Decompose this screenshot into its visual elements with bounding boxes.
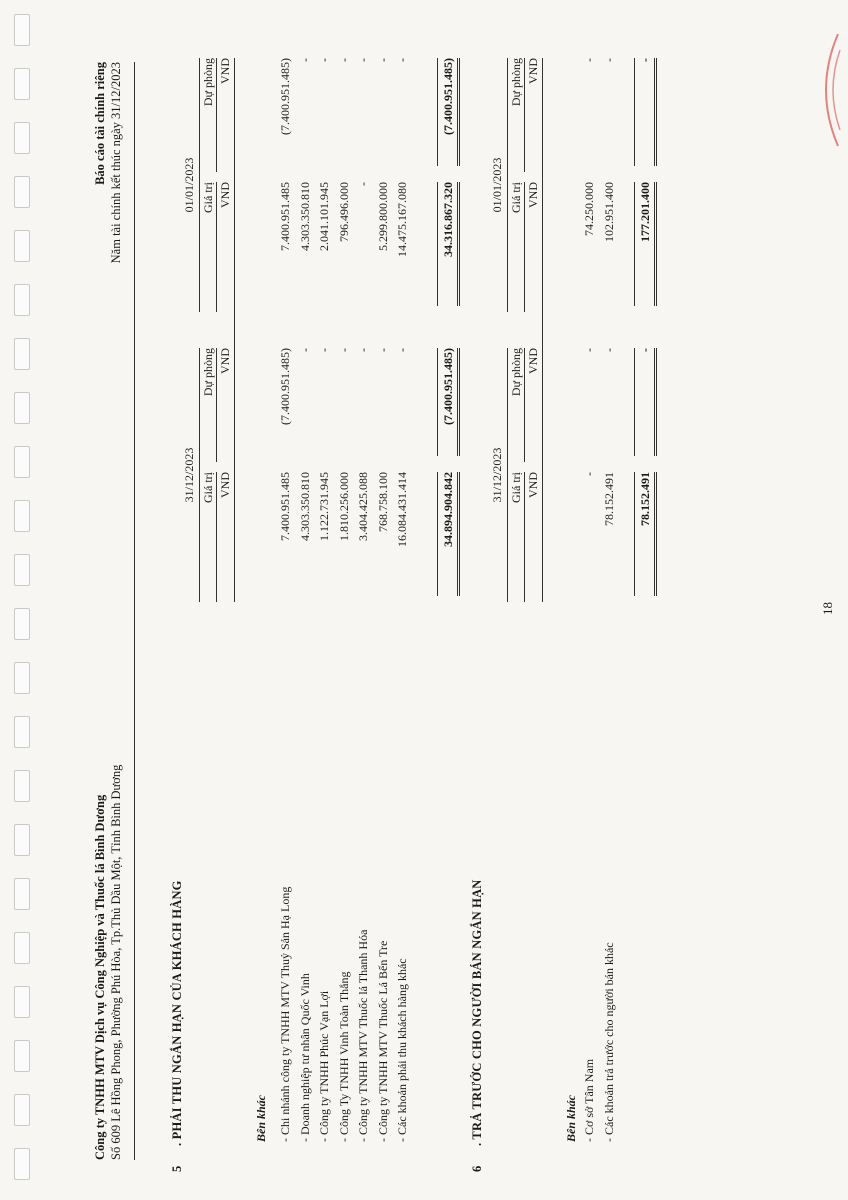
table-cell-cur-prov: - xyxy=(582,348,596,352)
company-name: Công ty TNHH MTV Dịch vụ Công Nghiệp và Thuốc lá Bình Dương xyxy=(93,794,107,1160)
total-top-rule xyxy=(437,58,438,166)
total-double-rule xyxy=(654,472,657,596)
table-cell-prior-prov: - xyxy=(375,58,390,62)
table-cell-prior-prov: - xyxy=(336,58,351,62)
table-cell-prior-prov: - xyxy=(601,58,616,62)
section-6-title xyxy=(470,879,485,1172)
total-double-rule xyxy=(654,348,657,456)
report-period: Năm tài chính kết thúc ngày 31/12/2023 xyxy=(109,62,123,264)
total-top-rule xyxy=(634,182,635,306)
s6-sub-rule-2 xyxy=(524,348,525,462)
table-cell-prior-prov: (7.400.951.485) xyxy=(278,58,292,135)
table-cell-cur-value: 4.303.350.810 xyxy=(297,472,312,541)
total-cell-cur-value: 34.894.904.842 xyxy=(441,472,455,547)
table-cell-prior-value: 4.303.350.810 xyxy=(297,182,312,251)
total-cell-prior-value: 34.316.867.320 xyxy=(441,182,455,257)
company-block xyxy=(92,765,124,1160)
s5-unit-1: VND xyxy=(218,472,232,498)
section-6-heading: . TRẢ TRƯỚC CHO NGƯỜI BÁN NGẮN HẠN xyxy=(470,879,484,1146)
table-cell-prior-prov: - xyxy=(317,58,331,62)
report-block xyxy=(92,62,124,342)
total-double-rule xyxy=(654,58,657,166)
total-cell-cur-prov: - xyxy=(637,348,652,352)
s6-sub-rule-3 xyxy=(524,182,525,312)
s5-provision-label-current: Dự phòng xyxy=(201,348,215,397)
page-number: 18 xyxy=(820,602,835,615)
s6-date-rule-prior xyxy=(507,58,508,312)
s6-date-prior: 01/01/2023 xyxy=(490,157,504,213)
total-top-rule xyxy=(437,182,438,306)
total-cell-prior-prov: (7.400.951.485) xyxy=(441,58,455,135)
table-cell-cur-prov: - xyxy=(601,348,616,352)
table-cell-cur-value: - xyxy=(582,472,596,476)
s5-value-label-current: Giá trị xyxy=(201,472,215,503)
table-cell-cur-value: 16.084.431.414 xyxy=(395,472,409,547)
s5-unit-3: VND xyxy=(218,182,232,208)
company-address: Số 609 Lê Hồng Phong, Phường Phú Hòa, Tp.Thủ Dầu Một, Tỉnh Bình Dương xyxy=(109,764,123,1160)
table-row-label: - Công Ty TNHH Vinh Toàn Thắng xyxy=(336,971,351,1142)
table-cell-prior-value: 7.400.951.485 xyxy=(278,182,292,251)
table-cell-cur-value: 1.810.256.000 xyxy=(336,472,351,541)
table-cell-cur-value: 7.400.951.485 xyxy=(278,472,292,541)
table-cell-cur-value: 78.152.491 xyxy=(601,472,616,526)
total-top-rule xyxy=(437,472,438,596)
table-cell-cur-value: 768.758.100 xyxy=(375,472,390,532)
s5-date-current: 31/12/2023 xyxy=(182,447,196,503)
section-5-heading: . PHẢI THU NGẮN HẠN CỦA KHÁCH HÀNG xyxy=(170,880,184,1146)
total-double-rule xyxy=(457,182,460,306)
table-row-label: - Chi nhánh công ty TNHH MTV Thuỷ Sản Hạ Long xyxy=(278,886,292,1142)
table-cell-prior-prov: - xyxy=(356,58,370,62)
s5-date-rule-current xyxy=(199,348,200,602)
total-top-rule xyxy=(634,58,635,166)
s6-group-label: Bên khác xyxy=(564,1094,578,1142)
s6-value-label-prior: Giá trị xyxy=(509,182,523,213)
s6-unit-2: VND xyxy=(526,348,540,374)
s6-header-bottom-rule xyxy=(542,58,543,602)
s5-sub-rule-1 xyxy=(216,472,217,602)
s6-unit-1: VND xyxy=(526,472,540,498)
s5-value-label-prior: Giá trị xyxy=(201,182,215,213)
total-cell-prior-prov: - xyxy=(637,58,652,62)
total-cell-cur-prov: (7.400.951.485) xyxy=(441,348,455,425)
s5-sub-rule-2 xyxy=(216,348,217,462)
total-cell-prior-value: 177.201.400 xyxy=(637,182,652,242)
total-top-rule xyxy=(634,348,635,456)
table-cell-cur-prov: - xyxy=(375,348,390,352)
table-row-label: - Cơ sở Tân Nam xyxy=(582,1058,596,1142)
table-cell-prior-prov: - xyxy=(297,58,312,62)
table-row-label: - Công ty TNHH Phúc Vạn Lợi xyxy=(317,990,331,1142)
table-cell-cur-value: 1.122.731.945 xyxy=(317,472,331,541)
s6-date-rule-current xyxy=(507,348,508,602)
total-double-rule xyxy=(457,348,460,456)
table-cell-prior-value: 102.951.400 xyxy=(601,182,616,242)
total-double-rule xyxy=(654,182,657,306)
table-cell-cur-prov: - xyxy=(317,348,331,352)
section-6-number: 6 xyxy=(470,1165,484,1172)
table-cell-prior-value: 796.496.000 xyxy=(336,182,351,242)
s6-sub-rule-4 xyxy=(524,58,525,172)
table-cell-prior-value: 74.250.000 xyxy=(582,182,596,236)
total-cell-cur-value: 78.152.491 xyxy=(637,472,652,526)
s5-group-label: Bên khác xyxy=(254,1094,268,1142)
s5-date-prior: 01/01/2023 xyxy=(182,157,196,213)
table-row-label: - Công ty TNHH MTV Thuốc Lá Bến Tre xyxy=(375,940,390,1142)
s6-date-current: 31/12/2023 xyxy=(490,447,504,503)
s5-unit-4: VND xyxy=(218,58,232,84)
section-5-number: 5 xyxy=(170,1165,184,1172)
company-seal-fragment-icon xyxy=(818,30,842,150)
s6-provision-label-prior: Dự phòng xyxy=(509,58,523,107)
section-5-title xyxy=(170,880,185,1172)
s6-provision-label-current: Dự phòng xyxy=(509,348,523,397)
s6-unit-3: VND xyxy=(526,182,540,208)
s5-header-bottom-rule xyxy=(234,58,235,602)
table-row-label: - Các khoản trả trước cho người bán khác xyxy=(601,942,616,1142)
s5-date-rule-prior xyxy=(199,58,200,312)
table-row-label: - Các khoản phải thu khách hàng khác xyxy=(395,958,409,1142)
report-title: Báo cáo tài chính riêng xyxy=(93,62,107,185)
table-cell-cur-prov: - xyxy=(336,348,351,352)
table-cell-prior-value: 14.475.167.080 xyxy=(395,182,409,257)
table-row-label: - Công ty TNHH MTV Thuốc lá Thanh Hóa xyxy=(356,929,370,1142)
table-row-label: - Doanh nghiệp tư nhân Quốc Vinh xyxy=(297,973,312,1142)
s5-sub-rule-3 xyxy=(216,182,217,312)
s6-value-label-current: Giá trị xyxy=(509,472,523,503)
s5-sub-rule-4 xyxy=(216,58,217,172)
table-cell-prior-value: 5.299.800.000 xyxy=(375,182,390,251)
table-cell-cur-prov: - xyxy=(297,348,312,352)
table-cell-cur-prov: (7.400.951.485) xyxy=(278,348,292,425)
table-cell-prior-prov: - xyxy=(582,58,596,62)
table-cell-prior-value: - xyxy=(356,182,370,186)
total-double-rule xyxy=(457,472,460,596)
s6-unit-4: VND xyxy=(526,58,540,84)
table-cell-prior-value: 2.041.101.945 xyxy=(317,182,331,251)
table-cell-prior-prov: - xyxy=(395,58,409,62)
s5-provision-label-prior: Dự phòng xyxy=(201,58,215,107)
total-top-rule xyxy=(437,348,438,456)
total-double-rule xyxy=(457,58,460,166)
s6-sub-rule-1 xyxy=(524,472,525,602)
total-top-rule xyxy=(634,472,635,596)
s5-unit-2: VND xyxy=(218,348,232,374)
header-rule xyxy=(134,62,135,1160)
table-cell-cur-prov: - xyxy=(356,348,370,352)
table-cell-cur-prov: - xyxy=(395,348,409,352)
table-cell-cur-value: 3.404.425.088 xyxy=(356,472,370,541)
